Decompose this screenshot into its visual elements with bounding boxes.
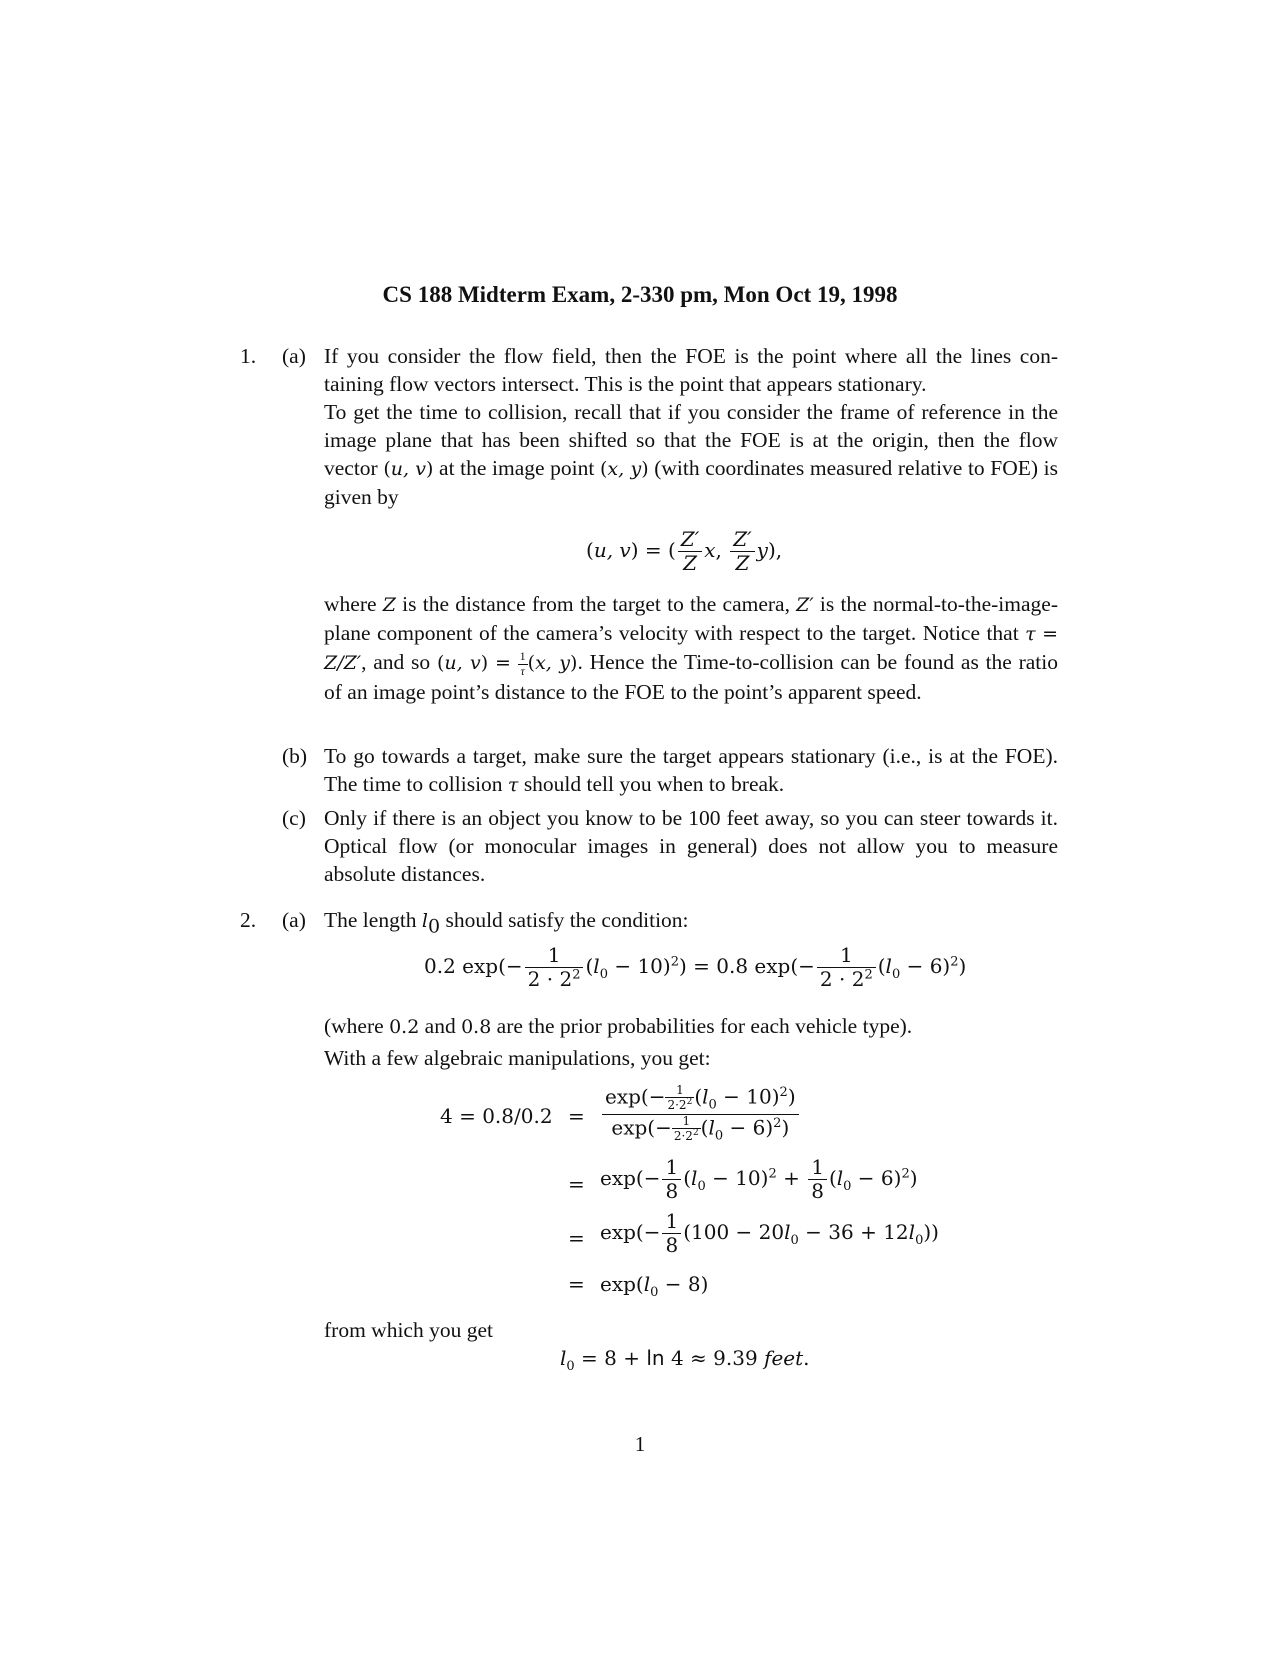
q2a-paragraph-4: from which you get — [324, 1318, 493, 1342]
derivation-eq-2: = — [568, 1172, 585, 1196]
derivation-rhs-3: exp(− $\frac{1}{8}$ $(100 - 20l_0 - 36 + 12l_0)$) — [600, 1209, 939, 1257]
derivation-eq-3: = — [568, 1226, 585, 1250]
derivation-rhs-4: $\exp(l_0 - 8)$ — [600, 1272, 709, 1300]
flow-vector-equation: (u, v) = ( $\frac{Z'}{Z}$ x, $\frac{Z'}{Z}$ y), — [586, 527, 783, 575]
question-2-number: 2. — [240, 908, 257, 932]
page-title: CS 188 Midterm Exam, 2-330 pm, Mon Oct 19, 1998 — [382, 282, 898, 307]
derivation-lhs: 4 = 0.8/0.2 — [440, 1104, 553, 1128]
q1b-text: To go towards a target, make sure the target appears stationary (i.e., is at the FOE). The time to collision τ should tell you when to break. — [324, 744, 1058, 796]
q1a-label: (a) — [282, 344, 306, 368]
q1c-text: Only if there is an object you know to be 100 feet away, so you can steer towards it. Optical flow (or monocular images in general) does not allow you to measure absolute distances. — [324, 806, 1058, 886]
q2a-paragraph-2: (where 0.2 and 0.8 are the prior probabilities for each vehicle type). — [324, 1014, 913, 1038]
question-1-number: 1. — [240, 344, 257, 368]
q2a-paragraph-1: The length $l_0$ should satisfy the condition: — [324, 908, 689, 938]
threshold-equation: 0.2 exp(− $\frac{1}{2 \cdot 2^2}$ $(l_0 - 10)^2) = 0.8$ exp(− $\frac{1}{2 \cdot 2^2}$ $(l_0 - 6)^2$) — [424, 943, 967, 991]
final-result: $l_0 = 8 + \ln 4 \approx 9.39$ feet. — [560, 1346, 810, 1374]
page-number: 1 — [634, 1432, 646, 1456]
derivation-eq-1: = — [568, 1104, 585, 1128]
q2a-paragraph-3: With a few algebraic manipulations, you get: — [324, 1046, 711, 1070]
q1a-paragraph-3: where Z is the distance from the target to the camera, Z′ is the normal-to-the-image-plane component of the camera’s velocity with respect to the target. Notice that τ = Z/Z′, and so (u, v) = $\frac{1}{\tau}$ (x, y). Hence the Time-to-collision can be found as the ratio of an image point’s distance to the FOE to the point’s apparent speed. — [324, 592, 1058, 704]
q1a-paragraph-2: To get the time to collision, recall that if you consider the frame of reference in the image plane that has been shifted so that the FOE is at the origin, then the flow vector (u, v) at the image point (x, y) (with coordinates measured relative to FOE) is given by — [324, 400, 1058, 509]
q2a-label: (a) — [282, 908, 306, 932]
derivation-rhs-2: exp(− $\frac{1}{8}$ $(l_0 - 10)^2$ + $\frac{1}{8}$ $(l_0 - 6)^2$) — [600, 1155, 918, 1203]
q1c-label: (c) — [282, 806, 306, 830]
derivation-eq-4: = — [568, 1272, 585, 1296]
q1b-label: (b) — [282, 744, 308, 768]
derivation-rhs-1: exp(− $\frac{1}{2\cdot 2^2}$ $(l_0 - 10)^2$) exp(− $\frac{1}{2\cdot 2^2}$ $(l_0 - 6)^2$) — [600, 1084, 801, 1144]
q1a-paragraph-1: If you consider the flow field, then the FOE is the point where all the lines con-taining flow vectors intersect. This is the point that appears stationary. — [324, 344, 1058, 396]
